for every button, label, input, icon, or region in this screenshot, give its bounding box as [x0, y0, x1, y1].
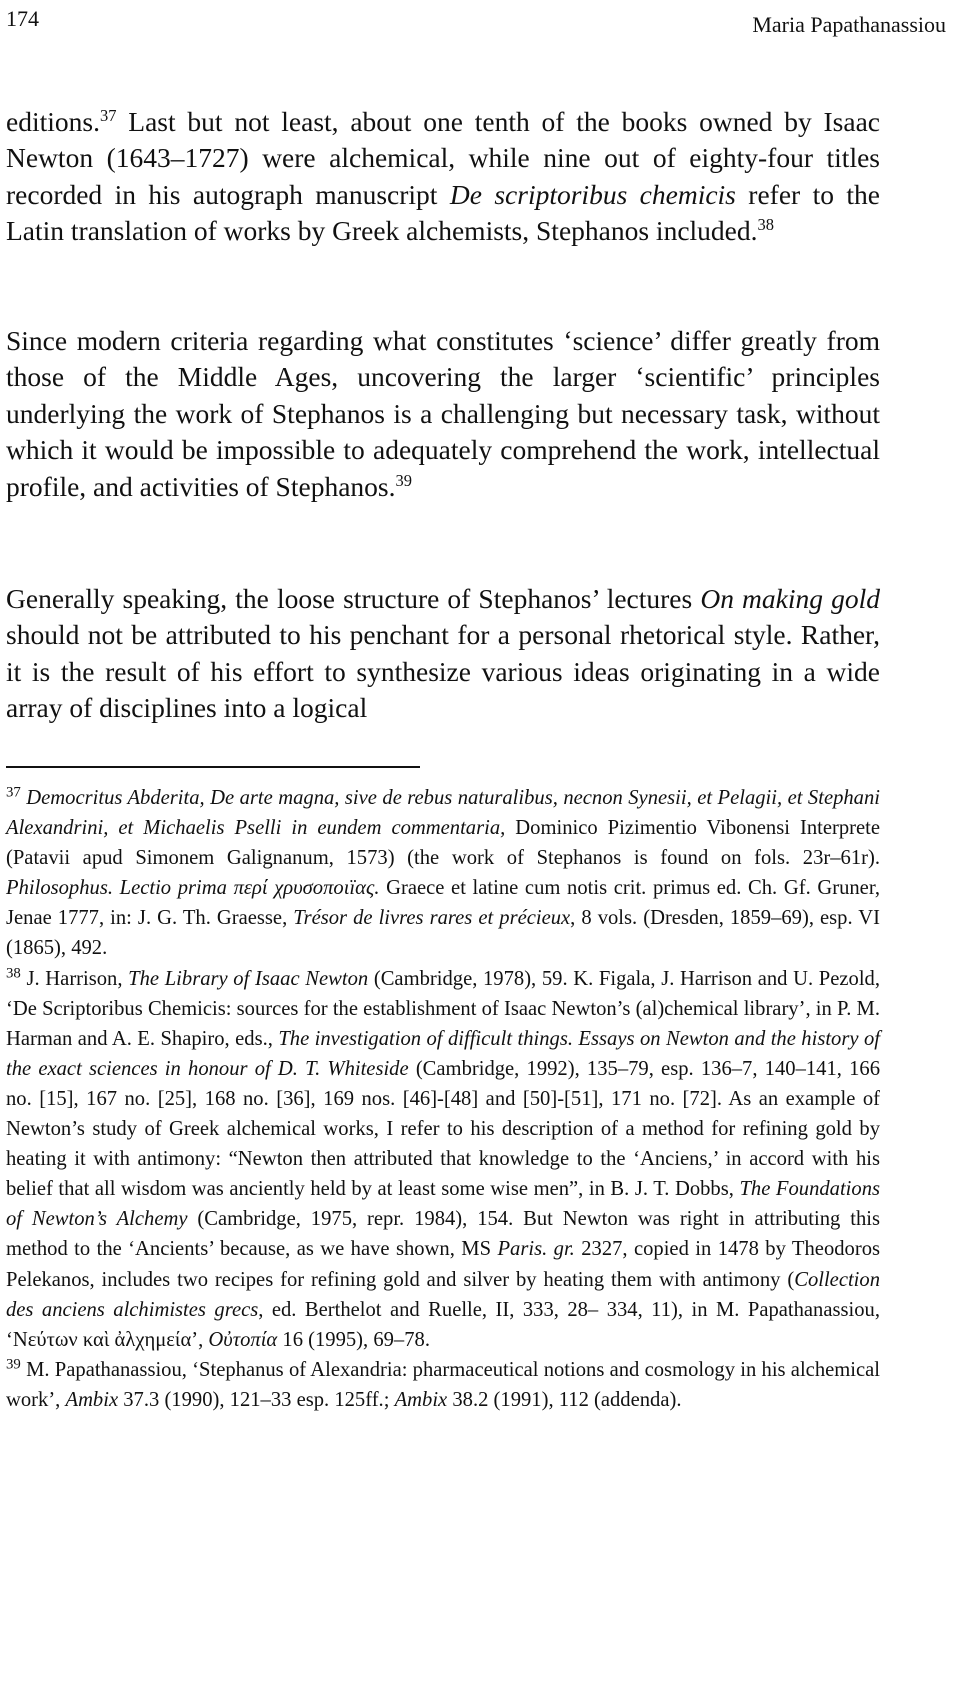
fn39-text-1: M. Papathanassiou, ‘Stephanus of Alexandria: pharmaceutical notions and cosmology in his alchemical work’, [6, 1358, 880, 1411]
fn39-text-3: 38.2 (1991), 112 (addenda). [447, 1388, 682, 1411]
page-header [6, 6, 946, 36]
p1-text-2: Last but not least, about one tenth of the books owned by Isaac Newton (1643–1727) were alchemical, while nine out of eighty-four titles recorded in his autograph manuscript [6, 106, 880, 210]
footnote-38-number: 38 [6, 965, 21, 982]
p1-italic-title: De scriptoribus chemicis [449, 178, 736, 210]
fn38-text-3: (Cambridge, 1992), 135–79, esp. 136–7, 140–141, 166 no. [15], 167 no. [25], 168 no. [36], 169 nos. [46]-[48] and [50]-[51], 171 no. [72]. As an example of Newton’s study of Greek alchemical works, I refer to his description of a method for refining gold by heating it with antimony: “Newton then attributed that knowledge to the ‘Anciens,’ in accord with his belief that all wisdom was anciently held by at least some wise men”, in B. J. T. Dobbs, [6, 1057, 880, 1201]
fn38-italic-4: Paris. gr. [497, 1238, 575, 1261]
p1-text-1: editions. [6, 106, 100, 137]
p3-text-2: should not be attributed to his penchant for a personal rhetorical style. Rather, it is the result of his effort to synthesize various ideas originating in a wide array of disciplines into a logical [6, 619, 880, 724]
fn38-italic-1: The Library of Isaac Newton [128, 967, 369, 990]
fn39-italic-1: Ambix [65, 1388, 119, 1411]
fn38-italic-3: The Foundations of Newton’s Alchemy [6, 1178, 881, 1231]
fn39-italic-2: Ambix [394, 1388, 448, 1411]
footnote-37-number: 37 [6, 784, 21, 801]
footnote-39-number: 39 [6, 1356, 21, 1373]
fn37-text-2: Graece et latine cum notis crit. primus ed. Ch. Gf. Gruner, Jenae 1777, in: J. G. Th. Graesse, [6, 877, 881, 930]
fn37-italic-2: Philosophus. Lectio prima περί χρυσοποιïας. [6, 877, 380, 900]
p3-italic-title: On making gold [700, 583, 880, 614]
footnotes [6, 783, 880, 1415]
fn39-text-2: 37.3 (1990), 121–33 esp. 125ff.; [118, 1388, 395, 1411]
fn38-italic-5: Collection des anciens alchimistes grecs [6, 1268, 880, 1321]
fn38-text-6: , ed. Berthelot and Ruelle, II, 333, 28– 334, 11), in M. Papathanassiou, ‘Νεύτων καὶ ἀλχημεία’, [6, 1298, 880, 1351]
p3-text-1: Generally speaking, the loose structure of Stephanos’ lectures [6, 583, 701, 614]
running-head: Maria Papathanassiou [752, 12, 946, 37]
fn37-italic-3: Trésor de livres rares et précieux [293, 907, 571, 930]
footnote-ref-39: 39 [395, 470, 412, 490]
fn38-text-4: (Cambridge, 1975, repr. 1984), 154. But Newton was right in attributing this method to the ‘Ancients’ because, as we have shown, MS [6, 1208, 880, 1261]
paragraph-1 [6, 104, 880, 250]
p2-text-1: Since modern criteria regarding what constitutes ‘science’ differ greatly from those of the Middle Ages, uncovering the larger ‘scientific’ principles underlying the work of Stephanos is a challenging but necessary task, without which it would be impossible to adequately comprehend the work, intellectual profile, and activities of Stephanos. [6, 325, 880, 502]
page-number: 174 [6, 6, 39, 31]
paragraph-3 [6, 581, 880, 727]
p1-text-3: refer to the Latin translation of works by Greek alchemists, Stephanos included. [6, 178, 880, 247]
fn37-text-3: , 8 vols. (Dresden, 1859–69), esp. VI (1865), 492. [6, 907, 881, 960]
footnote-ref-37: 37 [99, 106, 117, 126]
fn38-text-1: J. Harrison, [20, 967, 129, 990]
footnote-38 [6, 964, 880, 1355]
fn38-text-7: 16 (1995), 69–78. [277, 1328, 430, 1351]
fn38-italic-2: The investigation of difficult things. Essays on Newton and the history of the exact sciences in honour of D. T. Whiteside [6, 1027, 880, 1080]
paragraph-2 [6, 323, 880, 505]
fn37-italic-1: Democritus Abderita, De arte magna, sive de rebus naturalibus, necnon Synesii, et Pelagii, et Stephani Alexandrini, et Michaelis Pselli in eundem commentaria, [6, 787, 880, 840]
fn38-text-5: 2327, copied in 1478 by Theodoros Pelekanos, includes two recipes for refining gold and silver by heating them with antimony ( [6, 1238, 881, 1291]
footnote-37 [6, 783, 880, 964]
footnote-separator [6, 766, 420, 768]
footnote-ref-38: 38 [757, 215, 774, 235]
fn37-text-1: Dominico Pizimentio Vibonensi Interprete (Patavii apud Simonem Galignanum, 1573) (the work of Stephanos is found on fols. 23r–61r). [6, 817, 880, 870]
fn38-text-2: (Cambridge, 1978), 59. K. Figala, J. Harrison and U. Pezold, ‘De Scriptoribus Chemicis: sources for the establishment of Isaac Newton’s (al)chemical library’, in P. M. Harman and A. E. Shapiro, eds., [6, 967, 881, 1050]
footnote-39 [6, 1355, 880, 1415]
fn38-italic-6: Οὐτοπία [208, 1328, 278, 1351]
